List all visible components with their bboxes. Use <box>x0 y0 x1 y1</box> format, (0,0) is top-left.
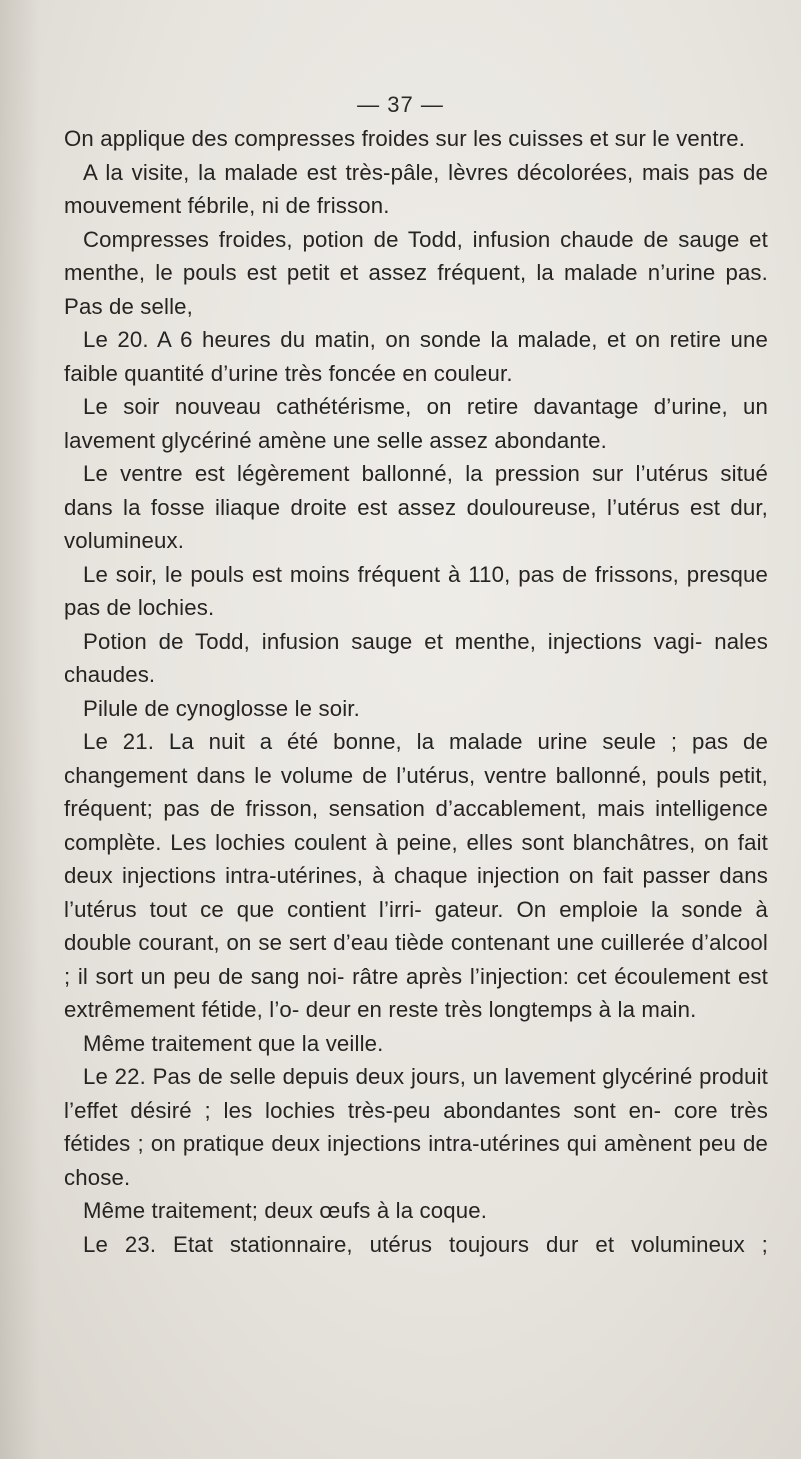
paragraph-oeufs: Même traitement; deux œufs à la coque. <box>83 1198 488 1223</box>
paragraph-meme-traitement: Même traitement que la veille. <box>83 1030 384 1056</box>
page-number: — 37 — <box>357 92 444 117</box>
paragraph-le-soir-pouls: Le soir, le pouls est moins fréquent à 110, pas de frissons, presque pas de lochies. <box>64 561 768 620</box>
paragraph-le-soir-catheterisme: Le soir nouveau cathétérisme, on retire davantage d’urine, un lavement glycériné amène une selle assez abondante. <box>64 394 768 453</box>
paragraph-compresses-froides: Compresses froides, potion de Todd, infusion chaude de sauge et menthe, le pouls est petit et assez fréquent, la malade n’urine pas. Pas de selle, <box>64 226 768 319</box>
paragraph-le-21: Le 21. La nuit a été bonne, la malade urine seule ; pas de changement dans le volume de l’utérus, ventre ballonné, pouls petit, fréquent; pas de frisson, sensation d’accablement, mais intelligence complète. Les lochies coulent à peine, elles sont blanchâtres, on fait deux injections intra-utérines, à chaque injection on fait passer dans l’utérus tout ce que contient l’irri- gateur. On emploie la sonde à double courant, on se sert d’eau tiède contenant une cuillerée d’alcool ; il sort un peu de sang noi- râtre après l’injection: cet écoulement est extrêmement fétide, l’o- deur en reste très longtemps à la main. <box>64 729 768 1022</box>
paragraph-le-23: Le 23. Etat stationnaire, utérus toujours dur et volumineux ; <box>83 1231 768 1257</box>
paragraph-visite: A la visite, la malade est très-pâle, lèvres décolorées, mais pas de mouvement fébrile, ni de frisson. <box>64 159 768 218</box>
paragraph-le-20: Le 20. A 6 heures du matin, on sonde la malade, et on retire une faible quantité d’urine très foncée en couleur. <box>64 327 768 386</box>
paragraph-potion-todd: Potion de Todd, infusion sauge et menthe, injections vagi- nales chaudes. <box>64 628 768 687</box>
body-text <box>64 122 768 1261</box>
paragraph-ventre-ballonne: Le ventre est légèrement ballonné, la pression sur l’utérus situé dans la fosse iliaque droite est assez douloureuse, l’utérus est dur, volumineux. <box>64 461 768 553</box>
paragraph-le-22: Le 22. Pas de selle depuis deux jours, un lavement glycériné produit l’effet désiré ; les lochies très-peu abondantes sont en- core très fétides ; on pratique deux injections intra-utérines qui amènent peu de chose. <box>64 1064 768 1190</box>
paragraph-compresses: On applique des compresses froides sur les cuisses et sur le ventre. <box>64 126 746 151</box>
page-gutter-shadow <box>0 0 40 1459</box>
paragraph-pilule: Pilule de cynoglosse le soir. <box>83 695 360 721</box>
